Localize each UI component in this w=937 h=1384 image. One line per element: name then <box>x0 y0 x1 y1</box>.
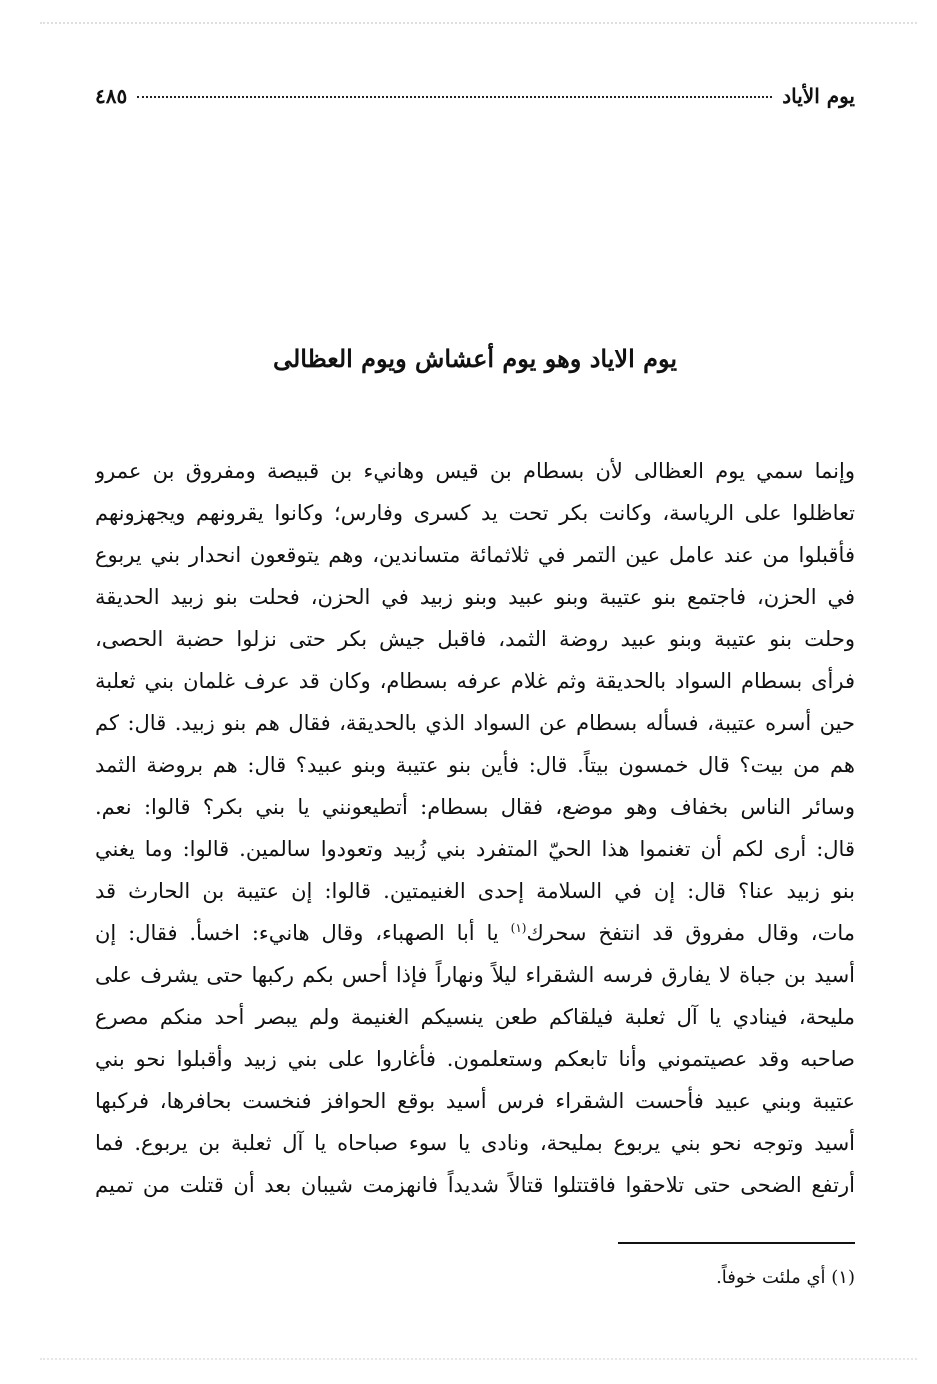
body-text <box>95 450 855 1206</box>
text-line <box>95 1164 855 1206</box>
text-segment: فأقبلوا من عند عامل عين التمر في ثلاثمائة متساندين، وهم يتوقعون انحدار بني يربوع <box>95 543 855 567</box>
text-segment: في الحزن، فاجتمع بنو عتيبة وبنو عبيد وبنو زبيد في الحزن، فحلت بنو زبيد الحديقة <box>95 585 855 609</box>
text-line <box>95 450 855 492</box>
text-line <box>95 576 855 618</box>
text-line <box>95 996 855 1038</box>
text-segment: يا أبا الصهباء، وقال هانيء: اخسأ. فقال: إن <box>95 921 511 945</box>
text-line <box>95 954 855 996</box>
text-segment: حين أسره عتيبة، فسأله بسطام عن السواد الذي بالحديقة، فقال هم بنو زبيد. قال: كم <box>95 711 855 735</box>
footnote-marker: (١) <box>510 921 527 935</box>
text-segment: تعاظلوا على الرياسة، وكانت بكر تحت يد كسرى وفارس؛ وكانوا يقرونهم ويجهزونهم <box>95 501 855 525</box>
text-segment: أسيد بن جباة لا يفارق فرسه الشقراء ليلاً ونهاراً فإذا أحس بكم ركبها حتى يشرف على <box>95 963 855 987</box>
text-segment: فرأى بسطام السواد بالحديقة وثم غلام عرفه بسطام، وكان قد عرف غلمان بني ثعلبة <box>95 669 855 693</box>
dotted-leader <box>137 96 772 98</box>
text-line <box>95 618 855 660</box>
text-line <box>95 828 855 870</box>
running-title: يوم الأياد <box>782 84 855 108</box>
text-segment: عتيبة وبني عبيد فأحست الشقراء فرس أسيد بوقع الحوافز فنخست بحافرها، فركبها <box>95 1089 855 1113</box>
text-segment: مات، وقال مفروق قد انتفخ سحرك <box>526 921 855 945</box>
footnote-divider <box>618 1242 855 1244</box>
text-line <box>95 744 855 786</box>
text-segment: وحلت بنو عتيبة وبنو عبيد روضة الثمد، فاقبل جيش بكر حتى نزلوا حضبة الحصى، <box>95 627 855 651</box>
text-line <box>95 1038 855 1080</box>
chapter-title: يوم الاياد وهو يوم أعشاش ويوم العظالى <box>272 344 678 373</box>
text-segment: أسيد وتوجه نحو بني يربوع بمليحة، ونادى يا سوء صباحاه يا آل ثعلبة بن يربوع. فما <box>95 1131 855 1155</box>
text-segment: مليحة، فينادي يا آل ثعلبة فيلقاكم طعن ينسيكم الغنيمة ولم يبصر أحد منكم مصرع <box>95 1005 855 1029</box>
text-line <box>95 534 855 576</box>
text-segment: بنو زبيد عنا؟ قال: إن في السلامة إحدى الغنيمتين. قالوا: إن عتيبة بن الحارث قد <box>95 879 855 903</box>
text-segment: هم من بيت؟ قال خمسون بيتاً. قال: فأين بنو عتيبة وبنو عبيد؟ قال: هم بروضة الثمد <box>95 753 855 777</box>
text-line <box>95 870 855 912</box>
page-number: ٤٨٥ <box>95 84 128 108</box>
text-segment: وسائر الناس بخفاف وهو موضع، فقال بسطام: أتطيعونني يا بني بكر؟ قالوا: نعم. <box>95 795 855 819</box>
scan-noise-bottom <box>40 1358 917 1370</box>
text-line <box>95 786 855 828</box>
footnote: (١) أي ملئت خوفاً. <box>716 1267 855 1288</box>
running-header <box>95 84 855 120</box>
text-line <box>95 1080 855 1122</box>
text-segment: أرتفع الضحى حتى تلاحقوا فاقتتلوا قتالاً شديداً فانهزمت شيبان بعد أن قتلت من تميم <box>95 1173 855 1197</box>
text-segment: قال: أرى لكم أن تغنموا هذا الحيّ المتفرد بني زُبيد وتعودوا سالمين. قالوا: وما يغني <box>95 837 855 861</box>
text-line <box>95 1122 855 1164</box>
text-line <box>95 702 855 744</box>
text-segment: وإنما سمي يوم العظالى لأن بسطام بن قيس وهانيء بن قبيصة ومفروق بن عمرو <box>95 459 855 483</box>
text-line <box>95 912 855 954</box>
text-segment: صاحبه وقد عصيتموني وأنا تابعكم وستعلمون. فأغاروا على بني زبيد وأقبلوا نحو بني <box>95 1047 855 1071</box>
book-page <box>95 0 855 1384</box>
text-line <box>95 660 855 702</box>
text-line <box>95 492 855 534</box>
